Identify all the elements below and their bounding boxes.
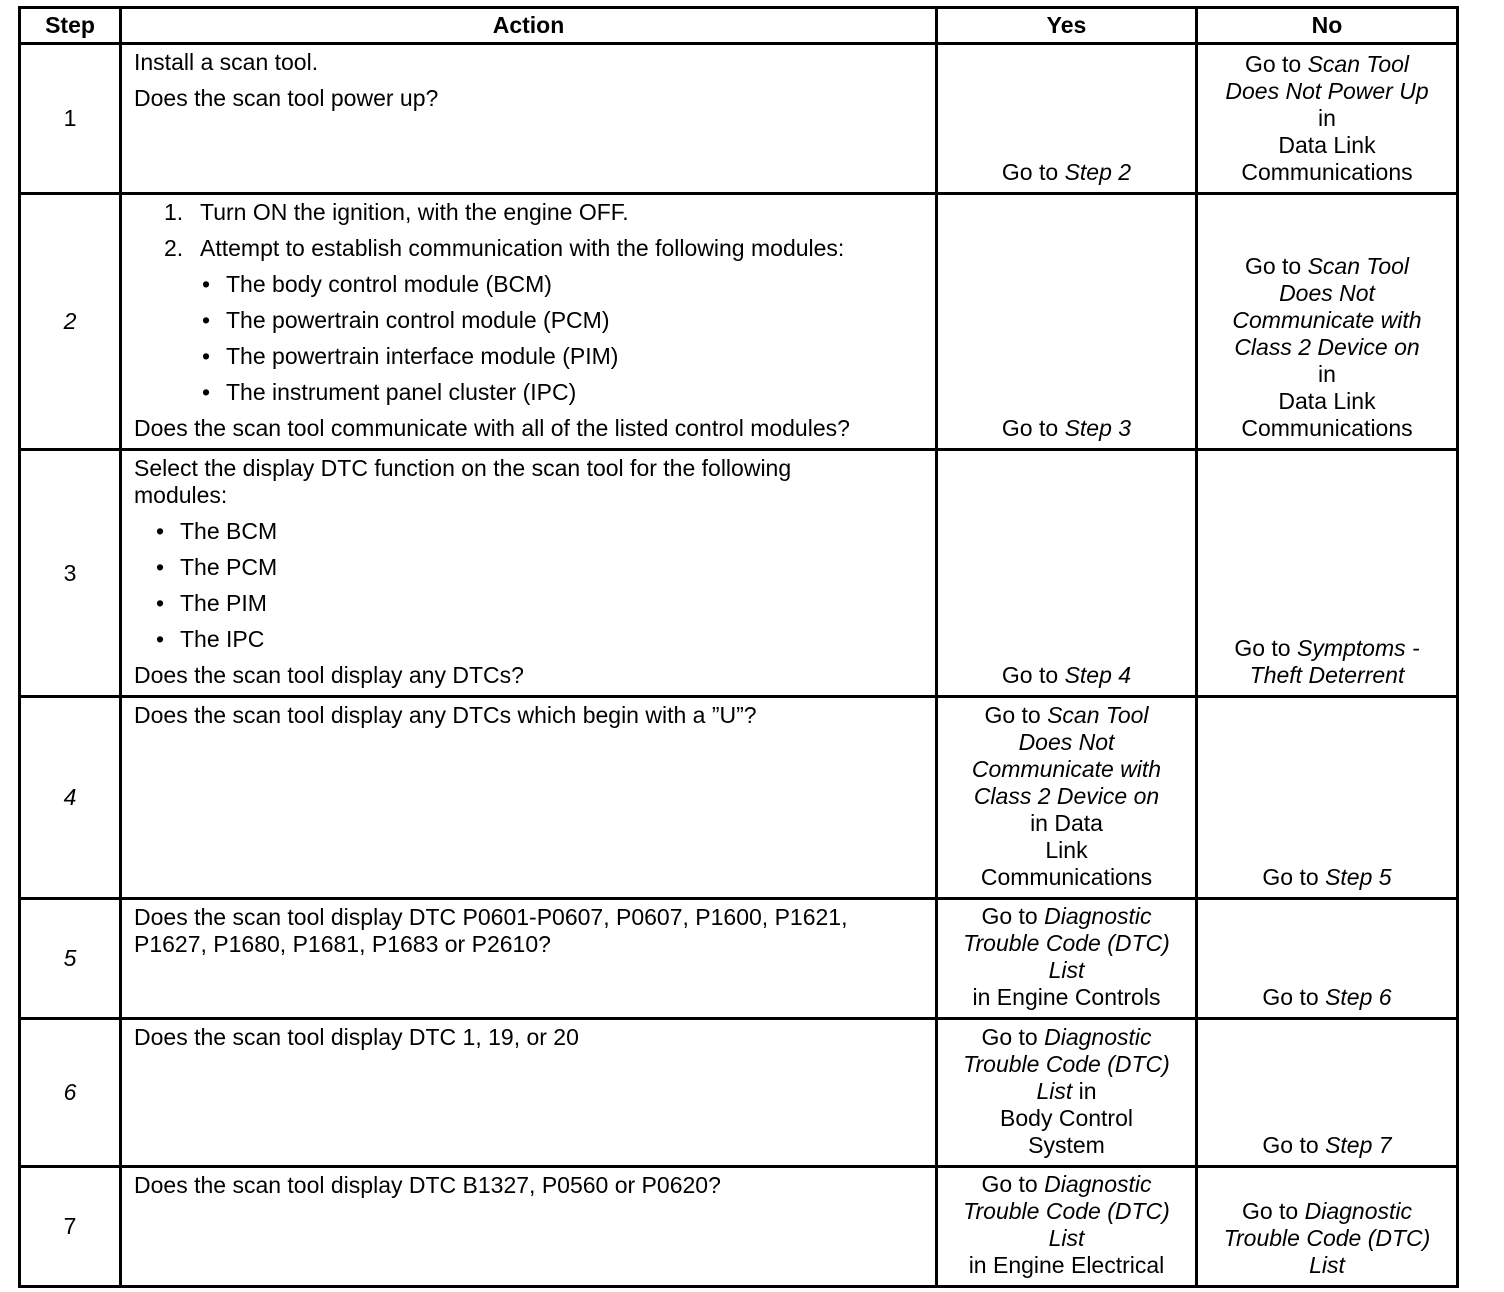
bullet-icon: • [156, 554, 165, 580]
no-link[interactable]: Go to Step 7 [1262, 1132, 1392, 1158]
header-no: No [1197, 8, 1458, 44]
step-number: 2 [20, 194, 121, 450]
step-number: 1 [20, 44, 121, 194]
yes-link[interactable]: Go to Diagnostic Trouble Code (DTC) List in Body Control System [963, 1024, 1170, 1158]
action-question: Does the scan tool display DTC B1327, P0560 or P0620? [134, 1172, 721, 1198]
action-cell [121, 697, 937, 899]
step-number: 6 [20, 1019, 121, 1167]
no-target: Scan Tool [1307, 51, 1410, 77]
no-cell [1197, 899, 1458, 1019]
yes-prefix: Go to [1001, 159, 1065, 185]
list-item: • The PCM [156, 554, 278, 580]
table-row-step-6 [20, 1019, 1458, 1167]
module-list [134, 271, 925, 406]
yes-cell [937, 44, 1197, 194]
header-yes: Yes [937, 8, 1197, 44]
action-cell [121, 194, 937, 450]
bullet-icon: • [156, 590, 165, 616]
table-row-step-7 [20, 1167, 1458, 1287]
header-row [20, 8, 1458, 44]
action-cell [121, 450, 937, 697]
bullet-icon: • [202, 379, 211, 405]
no-cell [1197, 1167, 1458, 1287]
no-link[interactable]: Go to Diagnostic Trouble Code (DTC) List [1223, 1198, 1431, 1278]
action-text: modules: [134, 482, 228, 508]
action-cell [121, 899, 937, 1019]
action-question: Does the scan tool display DTC 1, 19, or 20 [134, 1024, 579, 1050]
list-item: • The PIM [156, 590, 267, 616]
list-item: • The body control module (BCM) [202, 271, 552, 297]
no-link[interactable]: Go to Step 5 [1262, 864, 1392, 890]
action-question: P1627, P1680, P1681, P1683 or P2610? [134, 931, 551, 957]
yes-cell [937, 1019, 1197, 1167]
table-row-step-3 [20, 450, 1458, 697]
bullet-icon: • [202, 307, 211, 333]
header-action: Action [121, 8, 937, 44]
action-question: Does the scan tool display any DTCs which begin with a ”U”? [134, 702, 757, 728]
yes-link[interactable]: Go to Diagnostic Trouble Code (DTC) List in Engine Electrical [963, 1171, 1170, 1278]
header-step: Step [20, 8, 121, 44]
step-number: 7 [20, 1167, 121, 1287]
yes-link[interactable]: Go to Scan Tool Does Not Communicate with Class 2 Device on in Data Link Communications [971, 702, 1162, 890]
table-row-step-1 [20, 44, 1458, 194]
no-link[interactable]: Go to Scan Tool Does Not Communicate with Class 2 Device on in Data Link Communications [1232, 253, 1422, 441]
list-item: • The powertrain interface module (PIM) [202, 343, 619, 369]
bullet-icon: • [156, 626, 165, 652]
action-cell [121, 1019, 937, 1167]
no-link[interactable]: Go to Step 6 [1262, 984, 1392, 1010]
no-prefix: Go to [1244, 51, 1308, 77]
module-list [134, 518, 925, 653]
no-cell [1197, 194, 1458, 450]
action-question: Does the scan tool display any DTCs? [134, 662, 524, 688]
list-item: • The IPC [156, 626, 265, 652]
step-number: 3 [20, 450, 121, 697]
table-row-step-2 [20, 194, 1458, 450]
yes-link[interactable]: Go to Step 3 [1001, 415, 1132, 441]
list-item: • The powertrain control module (PCM) [202, 307, 610, 333]
yes-link[interactable]: Go to Diagnostic Trouble Code (DTC) List in Engine Controls [963, 903, 1170, 1010]
bullet-icon: • [202, 271, 211, 297]
no-link[interactable]: Go to Symptoms - Theft Deterrent [1234, 635, 1420, 688]
step-number: 5 [20, 899, 121, 1019]
yes-cell [937, 1167, 1197, 1287]
list-item: • The instrument panel cluster (IPC) [202, 379, 577, 405]
yes-cell [937, 194, 1197, 450]
list-item: • The BCM [156, 518, 278, 544]
yes-cell [937, 450, 1197, 697]
no-cell [1197, 1019, 1458, 1167]
yes-link[interactable]: Go to Step 4 [1001, 662, 1132, 688]
no-doc: Communications [1241, 159, 1413, 185]
yes-target: Step 2 [1064, 159, 1132, 185]
action-cell [121, 1167, 937, 1287]
step-number: 4 [20, 697, 121, 899]
action-question: Does the scan tool power up? [134, 85, 439, 111]
no-cell [1197, 450, 1458, 697]
action-question: Does the scan tool display DTC P0601-P0607, P0607, P1600, P1621, [134, 904, 848, 930]
action-step: 2. Attempt to establish communication with the following modules: [164, 235, 845, 261]
no-target: Does Not Power Up [1225, 78, 1429, 104]
no-cell [1197, 44, 1458, 194]
no-link[interactable] [1204, 51, 1450, 186]
yes-cell [937, 899, 1197, 1019]
action-text: Select the display DTC function on the scan tool for the following [134, 455, 792, 481]
table-row-step-5 [20, 899, 1458, 1019]
table-row-step-4 [20, 697, 1458, 899]
yes-cell [937, 697, 1197, 899]
action-text: Install a scan tool. [134, 49, 319, 75]
bullet-icon: • [156, 518, 165, 544]
action-question: Does the scan tool communicate with all of the listed control modules? [134, 415, 850, 441]
yes-link[interactable] [944, 159, 1189, 186]
no-cell [1197, 697, 1458, 899]
diagnostic-table [18, 6, 1459, 1288]
action-steps [134, 199, 925, 262]
action-step: 1. Turn ON the ignition, with the engine OFF. [164, 199, 629, 225]
no-in: in [1318, 105, 1336, 131]
action-cell [121, 44, 937, 194]
no-doc: Data Link [1278, 132, 1376, 158]
bullet-icon: • [202, 343, 211, 369]
